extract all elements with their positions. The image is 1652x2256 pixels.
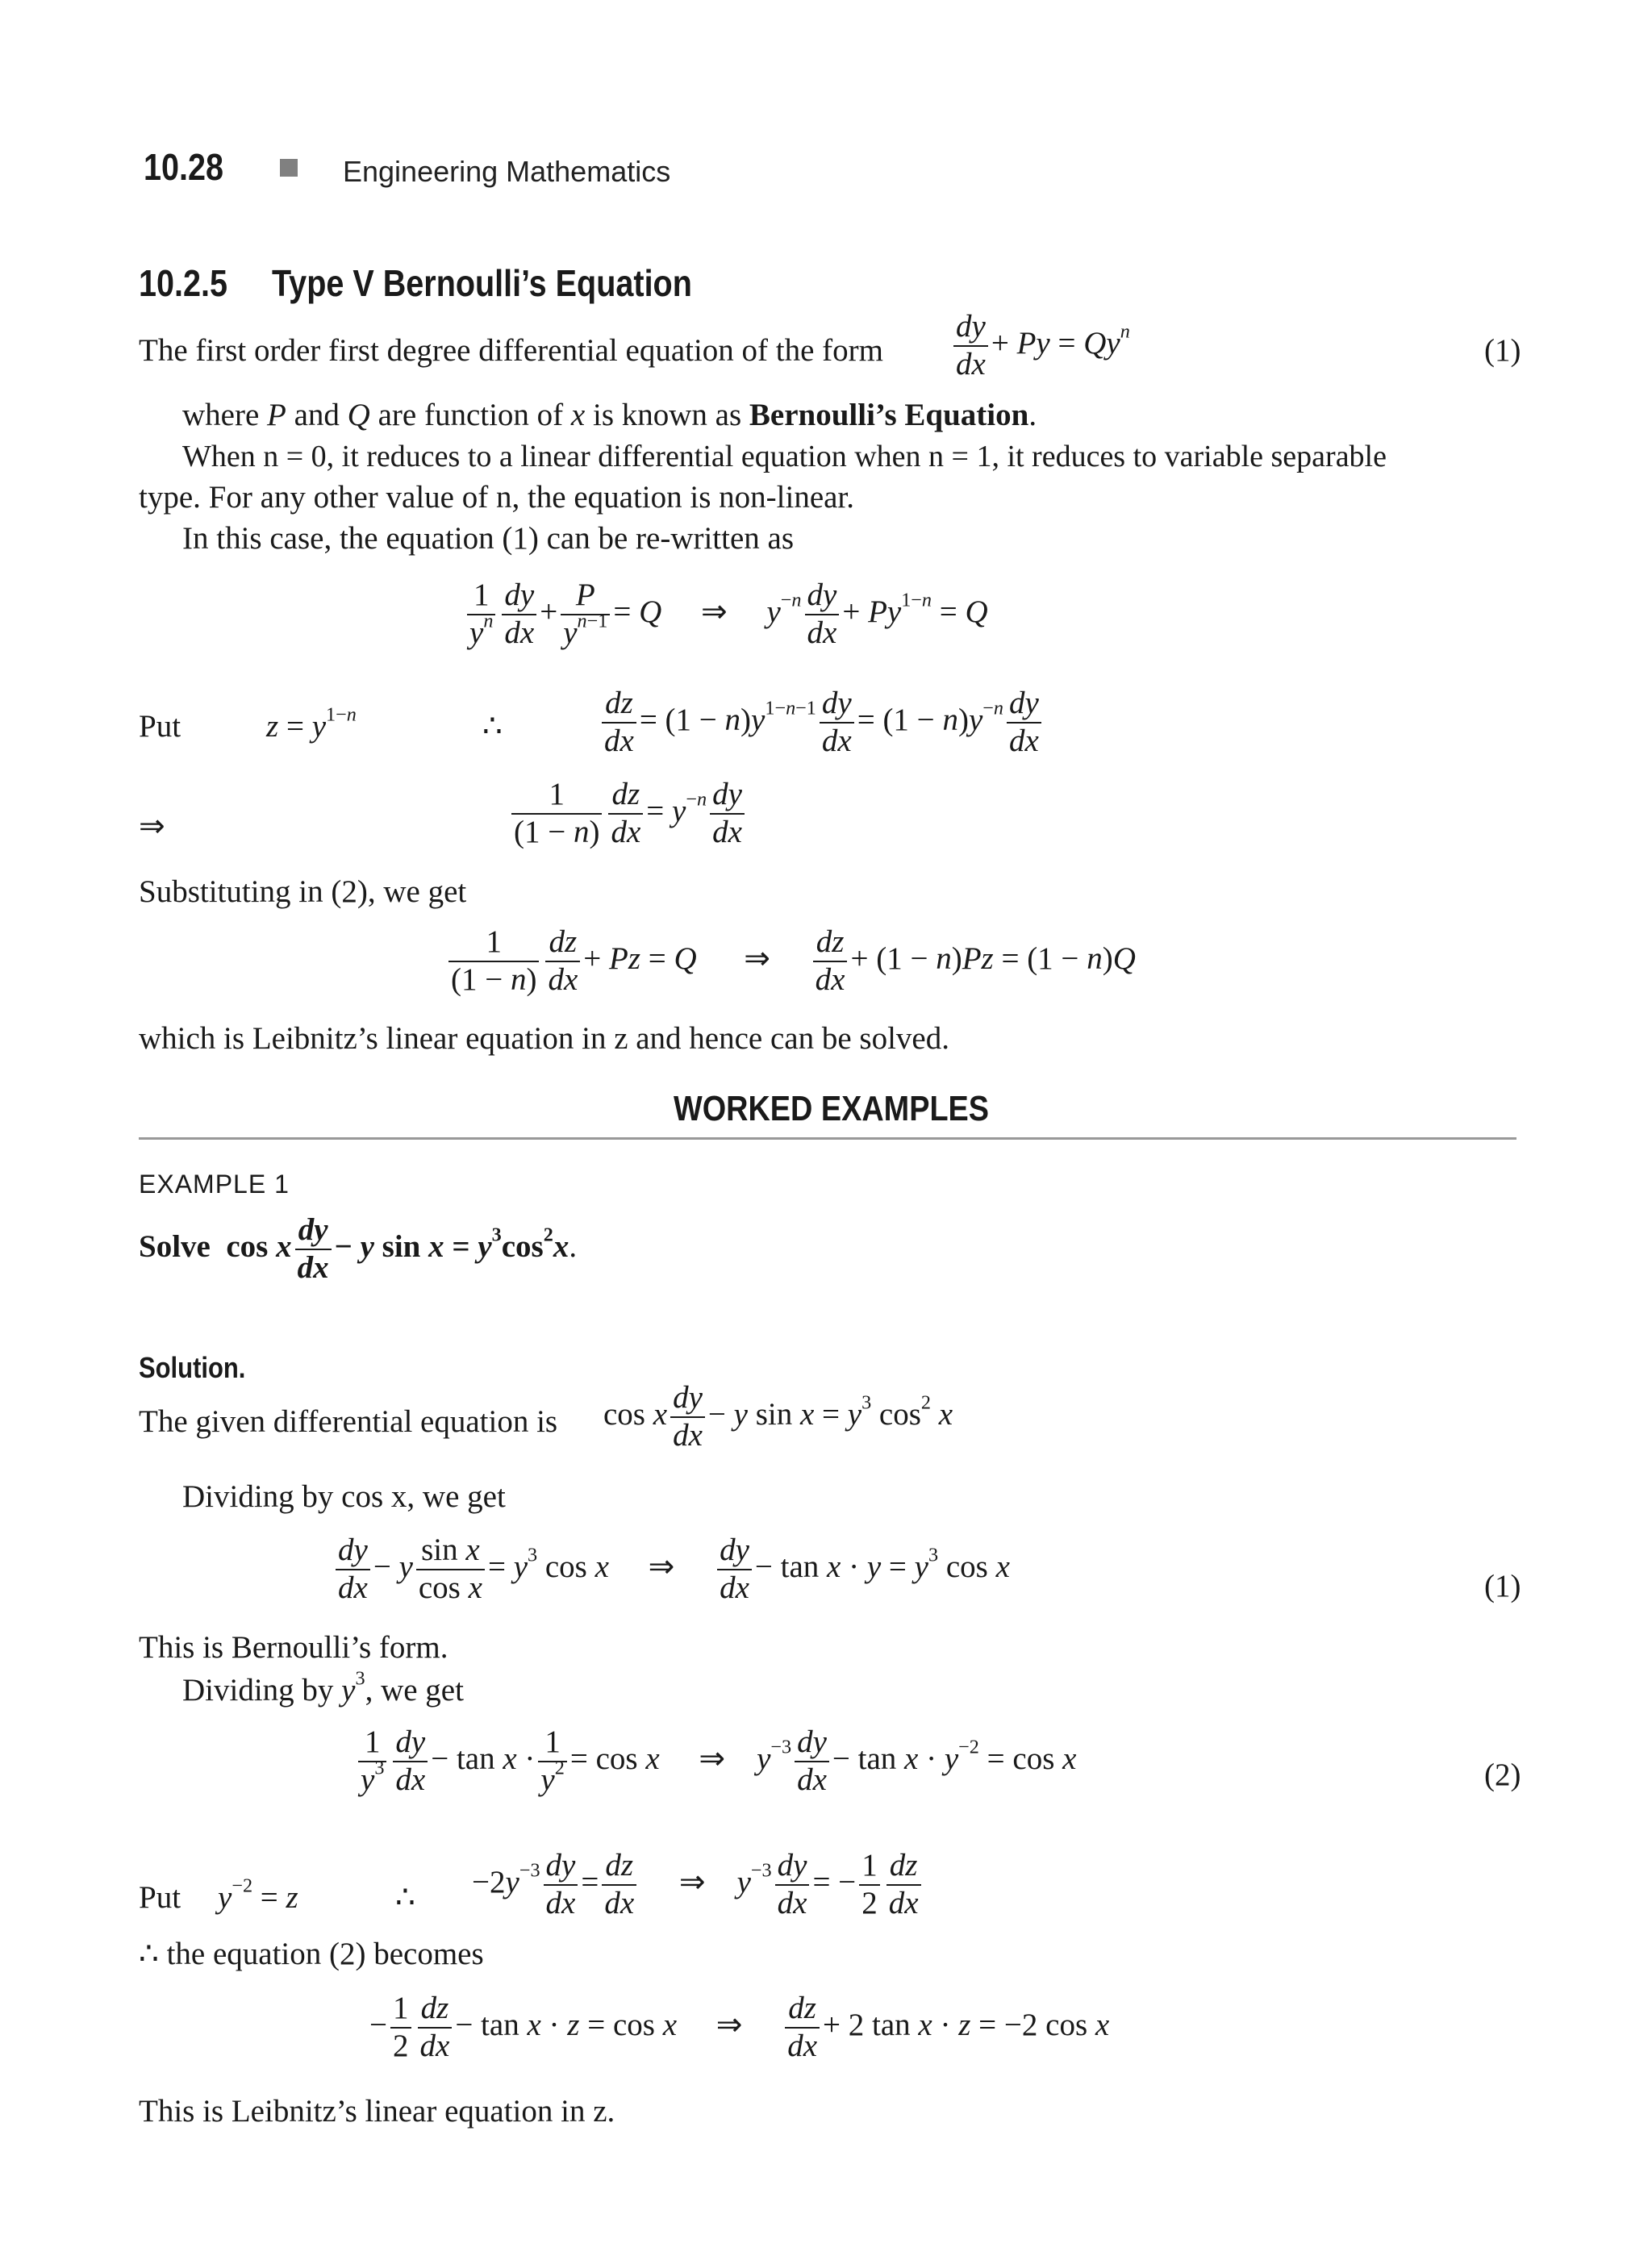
page-number: 10.28: [144, 146, 224, 188]
example-label: EXAMPLE 1: [139, 1170, 290, 1199]
dz-dx-equation: $\frac{dz}{dx}$ = $(1 - n)y^{1-n-1}$ $\frac{dy}{dx}$ = $(1 - n)y^{-n}$ $\frac{dy}{dx}$: [599, 687, 1045, 758]
given-equation-line: The given differential equation is: [139, 1404, 558, 1439]
intro-line-5: In this case, the equation (1) can be re-written as: [182, 521, 795, 556]
example-equation-2: $\frac{1}{y^3}$ $\frac{dy}{dx}$ − tan x · $\frac{1}{y^2}$ = cos x ⇒ $y^{-3}$ $\frac{dy}{dx}$ − $\tan x \cdot y^{-2} = \cos x$: [355, 1726, 1076, 1797]
section-divider: [139, 1137, 1516, 1140]
header-square-icon: [280, 159, 298, 177]
dividing-cos-text: Dividing by cos x, we get: [182, 1479, 506, 1514]
book-title: Engineering Mathematics: [343, 155, 671, 188]
example-derivative: $-2y^{-3}$ $\frac{dy}{dx}$ = $\frac{dz}{dx}$ ⇒ $y^{-3}$ $\frac{dy}{dx}$ = − $\frac{1}{2}$ $\frac{dz}{dx}$: [472, 1849, 924, 1920]
worked-examples-heading: WORKED EXAMPLES: [674, 1089, 990, 1128]
solution-label: Solution.: [139, 1351, 246, 1384]
example-equation-1: $\frac{dy}{dx}$ − y $\frac{\text{sin x}}{\text{cos x}}$ = $y^3$ cos x ⇒ $\frac{dy}{dx}$ − $\tan x \cdot y = y^3$ cos x: [332, 1534, 1010, 1605]
implies-symbol-1: ⇒: [139, 809, 165, 844]
intro-line-2: where P and Q are function of x is known as Bernoulli’s Equation.: [182, 398, 1037, 432]
intro-line-3: When n = 0, it reduces to a linear differential equation when n = 1, it reduces to variable separable: [182, 440, 1387, 473]
therefore-symbol-2: ∴: [395, 1880, 415, 1915]
bernoulli-form-text: This is Bernoulli’s form.: [139, 1630, 448, 1665]
dividing-y3-text: Dividing by $y^3$, we get: [182, 1667, 464, 1708]
example-linear-equation: − $\frac{1}{2}$ $\frac{dz}{dx}$ − tan x · z = cos x ⇒ $\frac{dz}{dx}$ + 2 tan x · z = −2 cos x: [369, 1991, 1110, 2063]
example-equation-number-1: (1): [1484, 1569, 1521, 1603]
section-title: Type V Bernoulli’s Equation: [271, 262, 692, 304]
section-number: 10.2.5: [139, 262, 227, 304]
intro-line-4: type. For any other value of n, the equation is non-linear.: [139, 480, 855, 515]
substitution-z: $z = y^{1-n}$: [266, 703, 357, 744]
bernoulli-equation: $\frac{dy}{dx}$ + $Py = Qy^n$: [950, 311, 1130, 382]
rewritten-equation: $\frac{1}{y^n}$ $\frac{dy}{dx}$ + $\frac{P}{y^{n-1}}$ = Q ⇒ $y^{-n}$ $\frac{dy}{dx}$ + $Py^{1-n} = Q$: [464, 579, 988, 650]
final-text: This is Leibnitz’s linear equation in z.: [139, 2094, 615, 2129]
example-equation-number-2: (2): [1484, 1758, 1521, 1792]
linear-z-equation: $\frac{1}{(1 - n)}$ $\frac{dz}{dx}$ + Pz = Q ⇒ $\frac{dz}{dx}$ + (1 − n)Pz = (1 − n)Q: [445, 926, 1136, 997]
section-heading: [139, 261, 692, 305]
intro-line-1: The first order first degree differential equation of the form: [139, 333, 883, 368]
put-label-2: Put: [139, 1880, 181, 1915]
conclusion-text: which is Leibnitz’s linear equation in z and hence can be solved.: [139, 1021, 949, 1056]
put-label-1: Put: [139, 709, 181, 744]
dz-relation: $\frac{1}{(1 - n)}$ $\frac{dz}{dx}$ = $y^{-n}$ $\frac{dy}{dx}$: [508, 778, 748, 849]
therefore-symbol-1: ∴: [482, 709, 503, 744]
equation-becomes-text: ∴ the equation (2) becomes: [139, 1937, 484, 1971]
example-problem: Solve cos x $\frac{dy}{dx}$ − y $\sin x = y^3\cos^2x$.: [139, 1212, 578, 1285]
substituting-text: Substituting in (2), we get: [139, 874, 467, 909]
example-substitution: $y^{-2} = z$: [218, 1874, 298, 1915]
equation-number-1: (1): [1484, 333, 1521, 368]
given-equation: cos x $\frac{dy}{dx}$ − y $\sin x = y^3$ $\cos^2 x$: [603, 1380, 953, 1453]
